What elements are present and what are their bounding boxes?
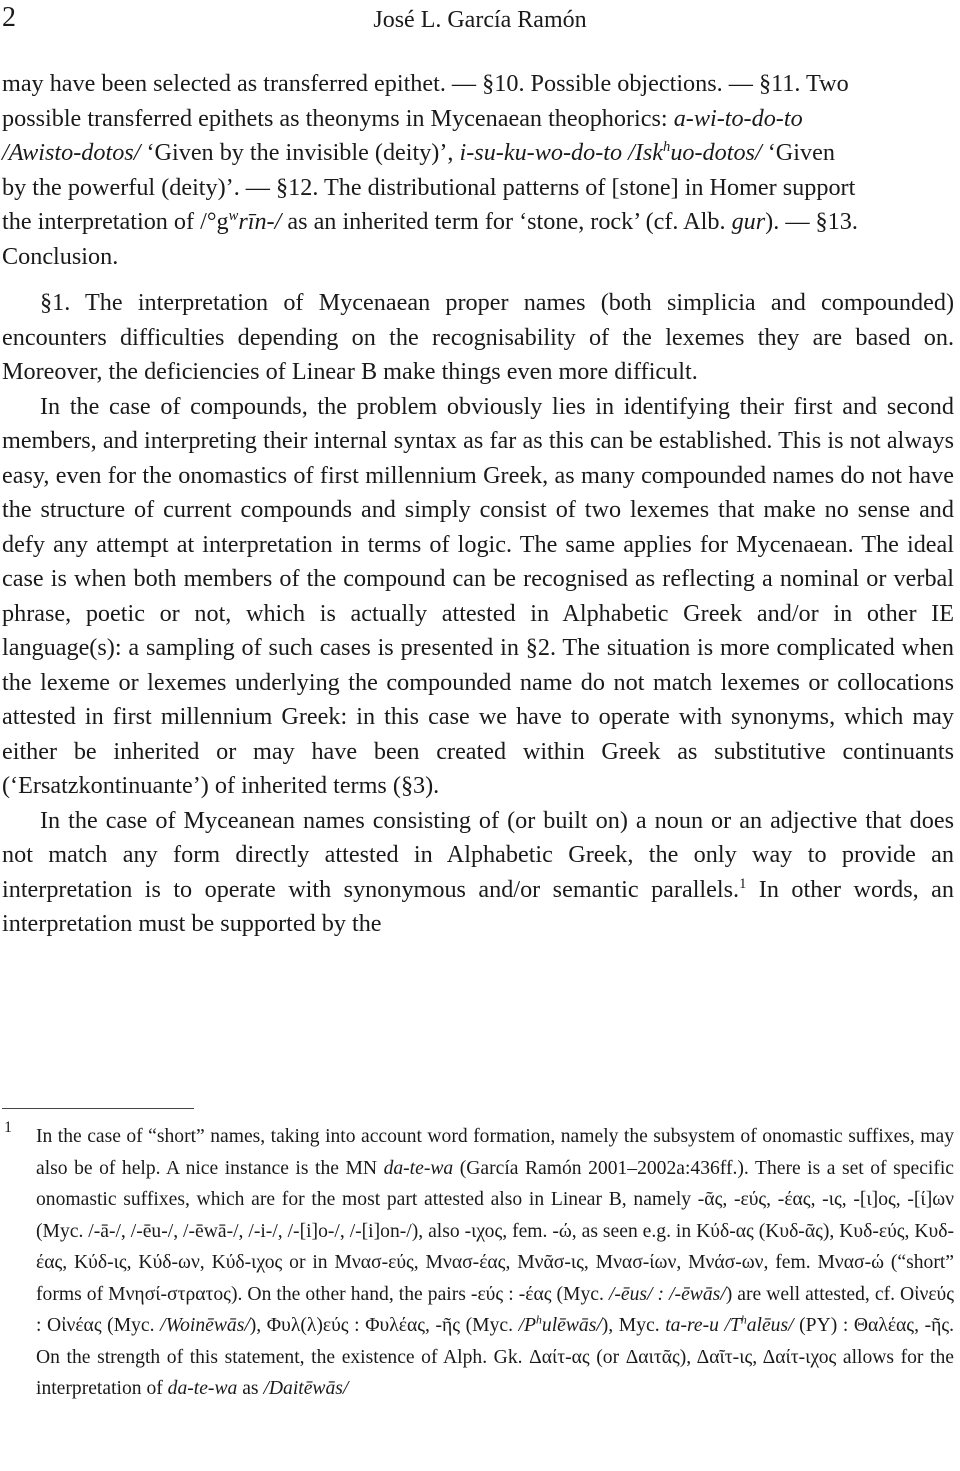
main-text — [2, 67, 954, 942]
page-number: 2 — [2, 2, 16, 33]
footnote-number: 1 — [4, 1119, 12, 1136]
abstract-continuation: may have been selected as transferred epithet. — §10. Possible objections. — §11. Two possible transferred epithets as theonyms in Mycenaean theophorics: a-wi-to-do-to /Awisto-dotos/ ‘Given by the invisible (deity)’, i-su-ku-wo-do-to /Isk$^h$uo-dotos/ ‘Given by the powerful (deity)’. — §12. The distributional patterns of [stone] in Homer support the interpretation of $/^\circ g^wrīn-/$ as an inherited term for ‘stone, rock’ (cf. Alb. gur). — §13. Conclusion. — [2, 70, 858, 270]
paragraph-compounds: In the case of compounds, the problem obviously lies in identifying their first and second members, and interpreting their internal syntax as far as this can be established. This is not always easy, even for the onomastics of first millennium Greek, as many compounded names do not have the structure of current compounds and simply consist of two lexemes that make no sense and defy any attempt at interpretation in terms of logic. The same applies for Mycenaean. The ideal case is when both members of the compound can be recognised as reflecting a nominal or verbal phrase, poetic or not, which is actually attested in Alphabetic Greek and/or in other IE language(s): a sampling of such cases is presented in §2. The situation is more complicated when the lexeme or lexemes underlying the compounded name do not match lexemes or collocations attested in first millennium Greek: in this case we have to operate with synonyms, which may either be inherited or may have been created within Greek as substitutive continuants (‘Ersatzkontinuante’) of inherited terms (§3). — [2, 392, 954, 799]
paragraph-noun-adjective: In the case of Myceanean names consisting of (or built on) a noun or an adjective that does not match any form directly attested in Alphabetic Greek, the only way to provide an interpretation is to operate with synonymous and/or semantic parallels.$^1$ In other words, an interpretation must be supported by the — [2, 806, 954, 937]
footnote-reference[interactable]: 1 — [739, 875, 747, 892]
paragraph-section-1: §1. The interpretation of Mycenaean proper names (both simplicia and compounded) encounters difficulties depending on the recognisability of the lexemes they are based on. Moreover, the deficiencies of Linear B make things even more difficult. — [2, 289, 954, 385]
footnote-1: In the case of “short” names, taking into account word formation, namely the subsystem of onomastic suffixes, may also be of help. A nice instance is the MN da-te-wa (García Ramón 2001–2002a:436ff.). There is a set of specific onomastic suffixes, which are for the most part attested also in Linear B, namely -ᾶς, -εύς, -έας, -ις, -[ι]ος, -[ί]ων (Myc. /-ā-/, /-ēu-/, /-ēwā-/, /-i-/, /-[i]o-/, /-[i]on-/), also -ιχος, fem. -ώ, as seen e.g. in Κύδ-ας (Κυδ-ᾶς), Κυδ-εύς, Κυδ-έας, Κύδ-ις, Κύδ-ων, Κύδ-ιχος or in Μνασ-εύς, Μνασ-έας, Μνᾶσ-ις, Μνασ-ίων, Μνάσ-ων, fem. Μνασ-ώ (“short” forms of Μνησί-στρατος). On the other hand, the pairs -εύς : -έας (Myc. /-ēus/ : /-ēwās/) are well attested, cf. Οἰνεύς : Οἰνέας (Myc. /Woinēwās/), Φυλ(λ)εύς : Φυλέας, -ῆς (Myc. $/P^hulēwās/$), Myc. ta-re-u $/T^halēus/$ (PY) : Θαλέας, -ῆς. On the strength of this statement, the existence of Alph. Gk. Δαίτ-ας (or Δαιτᾶς), Δαῖτ-ις, Δαίτ-ιχος allows for the interpretation of da-te-wa as /Daitēwās/ — [36, 1126, 955, 1399]
footnote-rule — [2, 1108, 194, 1109]
running-head: José L. García Ramón — [373, 7, 587, 33]
